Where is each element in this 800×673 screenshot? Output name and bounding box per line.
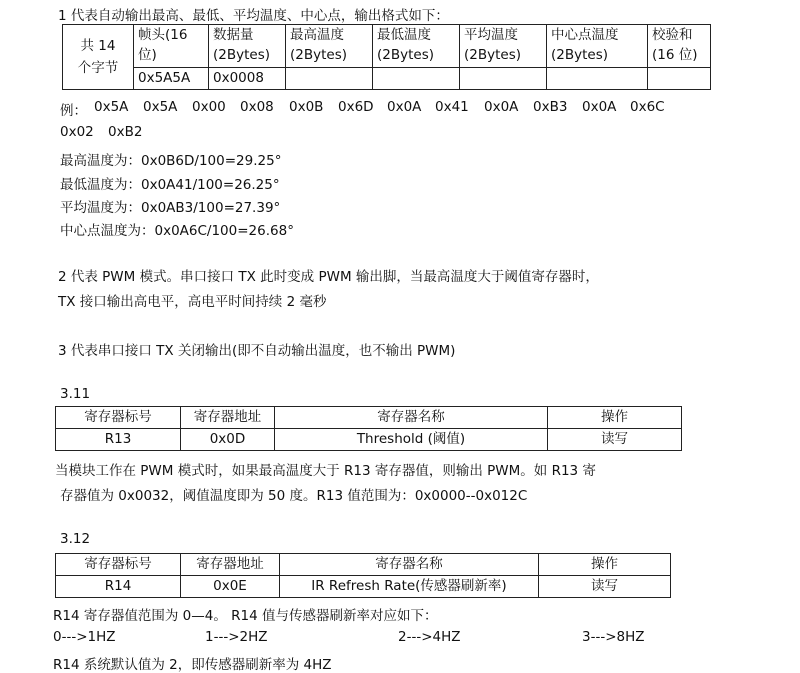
header-frame: 帧头(16 位) [134, 25, 209, 68]
header-max-temp: 最高温度 (2Bytes) [286, 25, 373, 68]
rate-mapping-2: 2--->4HZ [398, 629, 461, 645]
header-center-temp: 中心点温度 (2Bytes) [547, 25, 648, 68]
register-access: 读写 [539, 576, 671, 598]
register-name: Threshold (阈值) [275, 429, 548, 451]
rate-mapping-0: 0--->1HZ [53, 629, 116, 645]
col-header: 操作 [548, 407, 682, 429]
example-byte: 0xB3 [533, 99, 568, 115]
col-header: 寄存器标号 [56, 554, 181, 576]
max-temp-calc: 最高温度为：0x0B6D/100=29.25° [60, 153, 282, 169]
col-header: 寄存器名称 [275, 407, 548, 429]
col-header: 寄存器地址 [181, 554, 280, 576]
avg-temp-calc: 平均温度为：0x0AB3/100=27.39° [60, 200, 281, 216]
example-byte: 0x6C [630, 99, 665, 115]
example-byte: 0xB2 [108, 124, 143, 140]
mode2-line1: 2 代表 PWM 模式。串口接口 TX 此时变成 PWM 输出脚，当最高温度大于阈值寄存器时， [58, 269, 599, 285]
example-byte: 0x0A [387, 99, 422, 115]
mode3-line1: 3 代表串口接口 TX 关闭输出(即不自动输出温度，也不输出 PWM) [58, 343, 456, 359]
header-data-length: 数据量 (2Bytes) [209, 25, 286, 68]
example-byte: 0x0B [289, 99, 324, 115]
value-cell: 0x5A5A [134, 68, 209, 90]
r14-desc-line1: R14 寄存器值范围为 0—4。 R14 值与传感器刷新率对应如下： [53, 608, 438, 624]
header-avg-temp: 平均温度 (2Bytes) [460, 25, 547, 68]
rate-mapping-3: 3--->8HZ [582, 629, 645, 645]
mode1-intro: 1 代表自动输出最高、最低、平均温度、中心点，输出格式如下： [58, 8, 449, 24]
value-cell [547, 68, 648, 90]
register-address: 0x0E [181, 576, 280, 598]
register-r14-table [55, 553, 671, 598]
register-r13-table [55, 406, 682, 451]
value-cell [460, 68, 547, 90]
section-311-title: 3.11 [60, 386, 91, 402]
register-name: IR Refresh Rate(传感器刷新率) [280, 576, 539, 598]
register-id: R13 [56, 429, 181, 451]
register-address: 0x0D [181, 429, 275, 451]
value-cell [373, 68, 460, 90]
example-byte: 0x00 [192, 99, 226, 115]
example-byte: 0x02 [60, 124, 94, 140]
example-byte: 0x08 [240, 99, 274, 115]
register-access: 读写 [548, 429, 682, 451]
header-min-temp: 最低温度 (2Bytes) [373, 25, 460, 68]
example-byte: 0x5A [143, 99, 178, 115]
rate-mapping-1: 1--->2HZ [205, 629, 268, 645]
value-cell [648, 68, 711, 90]
center-temp-calc: 中心点温度为：0x0A6C/100=26.68° [60, 223, 294, 239]
header-checksum: 校验和 (16 位) [648, 25, 711, 68]
example-byte: 0x6D [338, 99, 374, 115]
example-byte: 0x5A [94, 99, 129, 115]
col-header: 寄存器标号 [56, 407, 181, 429]
value-cell: 0x0008 [209, 68, 286, 90]
min-temp-calc: 最低温度为：0x0A41/100=26.25° [60, 177, 280, 193]
r13-desc-line2: 存器值为 0x0032，阈值温度即为 50 度。R13 值范围为：0x0000--0x012C [60, 488, 528, 504]
mode2-line2: TX 接口输出高电平，高电平时间持续 2 毫秒 [58, 294, 327, 310]
col-header: 操作 [539, 554, 671, 576]
output-format-table [62, 24, 711, 90]
byte-count-cell: 共 14 个字节 [63, 25, 134, 90]
r13-desc-line1: 当模块工作在 PWM 模式时，如果最高温度大于 R13 寄存器值，则输出 PWM。如 R13 寄 [55, 463, 596, 479]
section-312-title: 3.12 [60, 531, 91, 547]
value-cell [286, 68, 373, 90]
example-byte: 0x0A [582, 99, 617, 115]
r14-default-line: R14 系统默认值为 2，即传感器刷新率为 4HZ [53, 657, 332, 673]
example-label: 例： [60, 103, 87, 119]
col-header: 寄存器地址 [181, 407, 275, 429]
example-byte: 0x0A [484, 99, 519, 115]
example-byte: 0x41 [435, 99, 469, 115]
register-id: R14 [56, 576, 181, 598]
col-header: 寄存器名称 [280, 554, 539, 576]
